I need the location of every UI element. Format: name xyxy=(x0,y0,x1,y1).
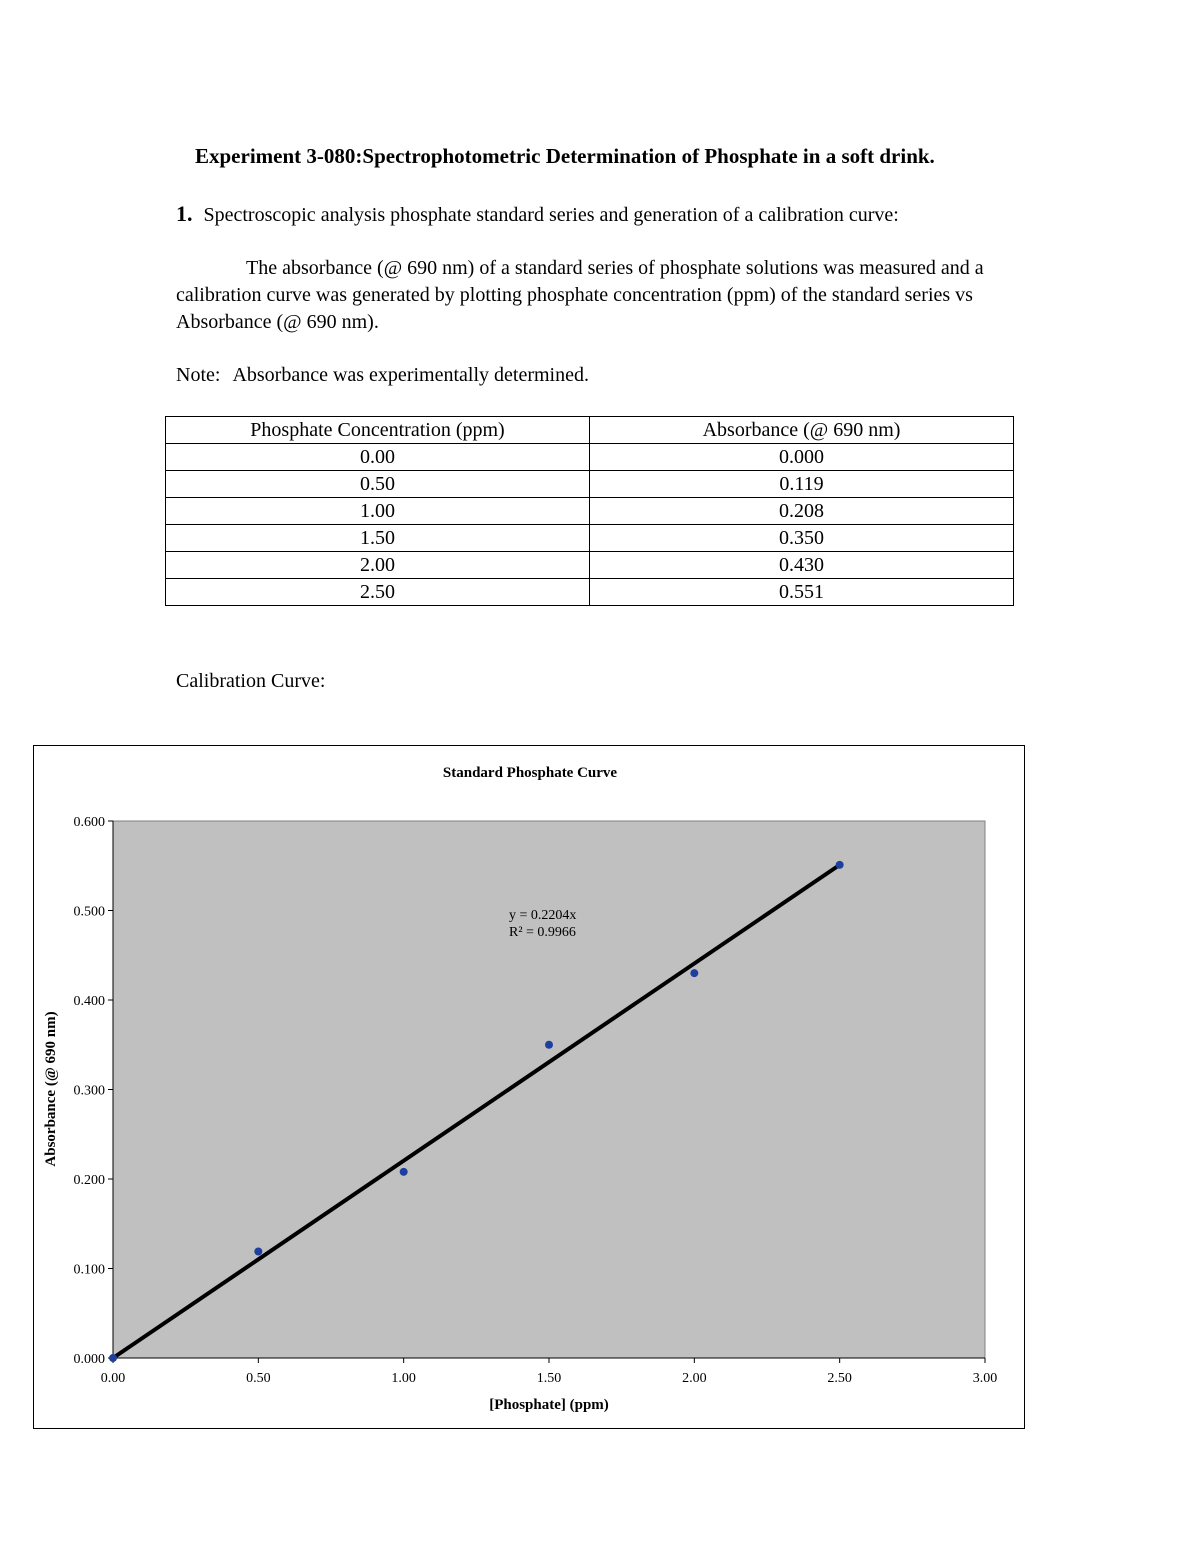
column-header-concentration: Phosphate Concentration (ppm) xyxy=(166,417,590,444)
y-tick-label: 0.100 xyxy=(73,1262,105,1278)
concentration-cell: 1.00 xyxy=(166,498,590,525)
description-text: The absorbance (@ 690 nm) of a standard series of phosphate solutions was measured and a calibration curve was generated by plotting phosphate concentration (ppm) of the standard series vs Absorbance (@ 690 nm). xyxy=(176,257,984,333)
x-tick-label: 1.00 xyxy=(391,1371,416,1386)
trendline-equation: y = 0.2204x xyxy=(509,908,577,923)
y-tick-label: 0.300 xyxy=(73,1083,105,1099)
calibration-curve-label: Calibration Curve: xyxy=(176,670,326,692)
concentration-cell: 0.50 xyxy=(166,471,590,498)
concentration-cell: 0.00 xyxy=(166,444,590,471)
data-point xyxy=(400,1168,408,1176)
chart-title: Standard Phosphate Curve xyxy=(442,765,618,781)
absorbance-cell: 0.551 xyxy=(590,579,1014,606)
note xyxy=(176,364,589,387)
x-tick-label: 3.00 xyxy=(972,1371,998,1386)
y-axis-label: Absorbance (@ 690 nm) xyxy=(43,1011,59,1167)
section-number: 1. xyxy=(176,201,193,226)
table-row xyxy=(166,525,1014,552)
concentration-cell: 2.50 xyxy=(166,579,590,606)
x-tick-label: 0.00 xyxy=(100,1371,126,1386)
section-heading-text: Spectroscopic analysis phosphate standard series and generation of a calibration curve: xyxy=(203,204,899,226)
description-paragraph xyxy=(176,255,996,336)
x-axis-ticks xyxy=(101,1358,998,1386)
table-row xyxy=(166,498,1014,525)
x-tick-label: 2.00 xyxy=(682,1371,707,1386)
concentration-cell: 1.50 xyxy=(166,525,590,552)
table-row xyxy=(166,471,1014,498)
document-title: Experiment 3-080:Spectrophotometric Determination of Phosphate in a soft drink. xyxy=(195,144,935,168)
absorbance-cell: 0.119 xyxy=(590,471,1014,498)
column-header-absorbance: Absorbance (@ 690 nm) xyxy=(590,417,1014,444)
data-point xyxy=(690,969,698,977)
standard-series-table xyxy=(165,416,1014,606)
table-header-row xyxy=(166,417,1014,444)
absorbance-cell: 0.000 xyxy=(590,444,1014,471)
y-tick-label: 0.200 xyxy=(73,1173,105,1188)
trendline-r-squared: R² = 0.9966 xyxy=(509,925,576,940)
concentration-cell: 2.00 xyxy=(166,552,590,579)
data-point xyxy=(109,1354,117,1362)
absorbance-cell: 0.208 xyxy=(590,498,1014,525)
note-label: Note: xyxy=(176,364,221,386)
table-row xyxy=(166,444,1014,471)
data-point xyxy=(836,861,844,869)
table-row xyxy=(166,579,1014,606)
x-tick-label: 2.50 xyxy=(827,1371,852,1386)
absorbance-cell: 0.430 xyxy=(590,552,1014,579)
x-tick-label: 0.50 xyxy=(246,1371,271,1386)
data-point xyxy=(545,1041,553,1049)
x-tick-label: 1.50 xyxy=(536,1371,562,1386)
section-heading xyxy=(176,200,976,229)
calibration-chart xyxy=(34,746,1026,1430)
y-tick-label: 0.600 xyxy=(73,815,105,830)
plot-area xyxy=(113,821,985,1358)
table-row xyxy=(166,552,1014,579)
y-tick-label: 0.500 xyxy=(73,904,105,920)
y-tick-label: 0.000 xyxy=(73,1352,105,1367)
absorbance-cell: 0.350 xyxy=(590,525,1014,552)
x-axis-label: [Phosphate] (ppm) xyxy=(489,1397,609,1413)
y-axis-ticks xyxy=(74,815,114,1367)
y-tick-label: 0.400 xyxy=(73,994,105,1009)
data-point xyxy=(254,1247,262,1255)
note-text: Absorbance was experimentally determined. xyxy=(232,364,589,386)
chart-frame xyxy=(33,745,1025,1429)
